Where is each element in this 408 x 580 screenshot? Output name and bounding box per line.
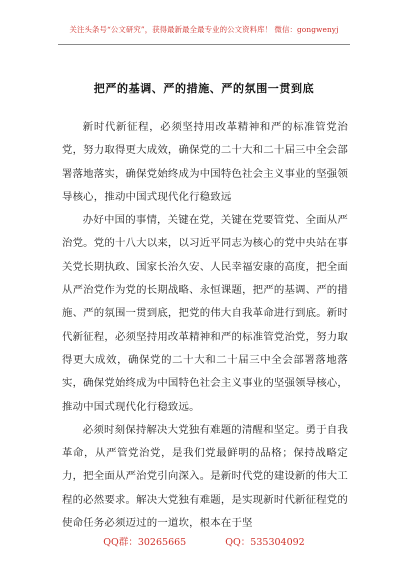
- footer-contact: [0, 534, 408, 548]
- qq-number: QQ：535304092: [225, 537, 305, 548]
- document-body: [62, 116, 348, 535]
- header-banner: 关注头条号“公文研究”，获得最新最全最专业的公文资料库！ 微信：gongwenyj: [69, 25, 339, 34]
- paragraph: 新时代新征程，必须坚持用改革精神和严的标准管党治党，努力取得更大成效，确保党的二十大和二十届三中全会部署落地落实，确保党始终成为中国特色社会主义事业的坚强领导核心，推动中国式现代化行稳致远: [62, 121, 348, 203]
- page-title: 把严的基调、严的措施、严的氛围一贯到底: [93, 82, 315, 95]
- qq-group-number: QQ群：30265665: [103, 537, 187, 548]
- paragraph: 必须时刻保持解决大党独有难题的清醒和坚定。勇于自我革命，从严管党治党，是我们党最鲜明的品格；保持战略定力，把全面从严治党引向深入。是新时代党的建设新的伟大工程的必然要求。解决大党独有难题，是实现新时代新征程党的使命任务必须迈过的一道坎，根本在于坚: [62, 423, 348, 530]
- paragraph: 办好中国的事情，关键在党，关键在党要管党、全面从严治党。党的十八大以来，以习近平同志为核心的党中央站在事关党长期执政、国家长治久安、人民幸福安康的高度，把全面从严治党作为党的长期战略、永恒课题，把严的基调、严的措施、严的氛围一贯到底，把党的伟大自我革命进行到底。新时代新征程，必须坚持用改革精神和严的标准管党治党，努力取得更大成效，确保党的二十大和二十届三中全会部署落地落实，确保党始终成为中国特色社会主义事业的坚强领导核心，推动中国式现代化行稳致远。: [62, 214, 348, 413]
- header-divider: [58, 44, 350, 45]
